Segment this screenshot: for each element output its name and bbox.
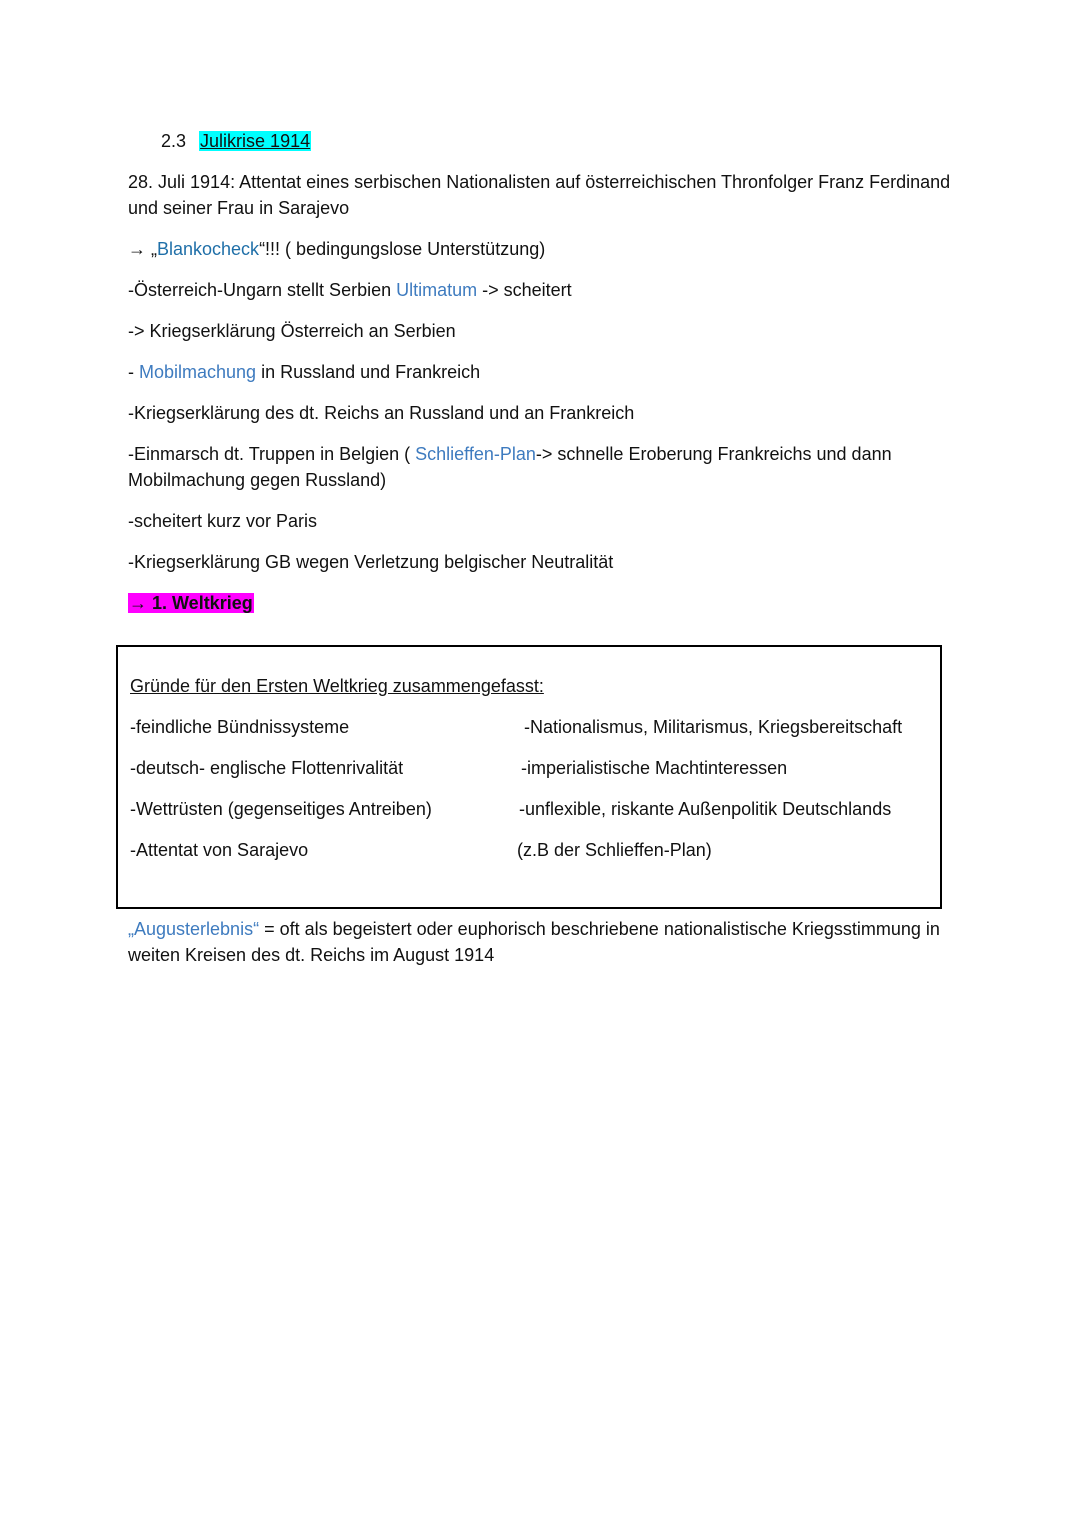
paragraph-mobilmachung (128, 359, 958, 385)
reason-left-4: -Attentat von Sarajevo (130, 840, 309, 860)
ultimatum-prefix: -Österreich-Ungarn stellt Serbien (128, 280, 397, 300)
section-heading (161, 128, 311, 154)
paragraph-gb: -Kriegserklärung GB wegen Verletzung belgischer Neutralität (128, 552, 614, 572)
blankocheck-suffix: “!!! ( bedingungslose Unterstützung) (259, 239, 546, 259)
paragraph-kriegserklaerung-serbien: -> Kriegserklärung Österreich an Serbien (128, 321, 456, 341)
mobilmachung-suffix: in Russland und Frankreich (256, 362, 481, 382)
reason-left-2: -deutsch- englische Flottenrivalität (130, 758, 404, 778)
paragraph-einmarsch (128, 441, 958, 493)
weltkrieg-highlight: → 1. Weltkrieg (129, 593, 253, 613)
einmarsch-prefix: -Einmarsch dt. Truppen in Belgien ( (128, 444, 416, 464)
mobilmachung-prefix: - (128, 362, 139, 382)
reason-right-1: -Nationalismus, Militarismus, Kriegsbereitschaft (524, 717, 903, 737)
reason-right-3: -unflexible, riskante Außenpolitik Deutschlands (519, 799, 892, 819)
paragraph-attentat: 28. Juli 1914: Attentat eines serbischen Nationalisten auf österreichischen Thronfolger Franz Ferdinand und seiner Frau in Sarajevo (128, 172, 951, 218)
paragraph-weltkrieg (128, 590, 958, 616)
paragraph-paris: -scheitert kurz vor Paris (128, 511, 318, 531)
ultimatum-suffix: -> scheitert (477, 280, 572, 300)
arrow-prefix: → „ (128, 239, 157, 259)
term-augusterlebnis: „Augusterlebnis“ (128, 919, 260, 939)
summary-box (116, 645, 942, 909)
term-mobilmachung: Mobilmachung (139, 362, 257, 382)
augusterlebnis-text: = oft als begeistert oder euphorisch beschriebene nationalistische Kriegsstimmung in weiten Kreisen des dt. Reichs im August 1914 (128, 919, 940, 965)
einmarsch-suffix: -> schnelle Eroberung Frankreichs und dann Mobilmachung gegen Russland) (128, 444, 892, 490)
reason-left-1: -feindliche Bündnissysteme (130, 717, 350, 737)
reason-right-4: (z.B der Schlieffen-Plan) (517, 840, 712, 860)
augusterlebnis-definition (128, 916, 948, 968)
paragraph-blankocheck (128, 236, 958, 262)
section-title: Julikrise 1914 (200, 131, 311, 151)
term-schlieffen-plan: Schlieffen-Plan (415, 444, 536, 464)
section-number: 2.3 (161, 131, 187, 151)
paragraph-ultimatum (128, 277, 958, 303)
term-ultimatum: Ultimatum (396, 280, 478, 300)
reason-left-3: -Wettrüsten (gegenseitiges Antreiben) (130, 799, 432, 819)
summary-title: Gründe für den Ersten Weltkrieg zusammengefasst: (130, 676, 544, 696)
paragraph-kriegserklaerung-reich: -Kriegserklärung des dt. Reichs an Russland und an Frankreich (128, 403, 635, 423)
reason-right-2: -imperialistische Machtinteressen (521, 758, 788, 778)
term-blankocheck: Blankocheck (157, 239, 260, 259)
